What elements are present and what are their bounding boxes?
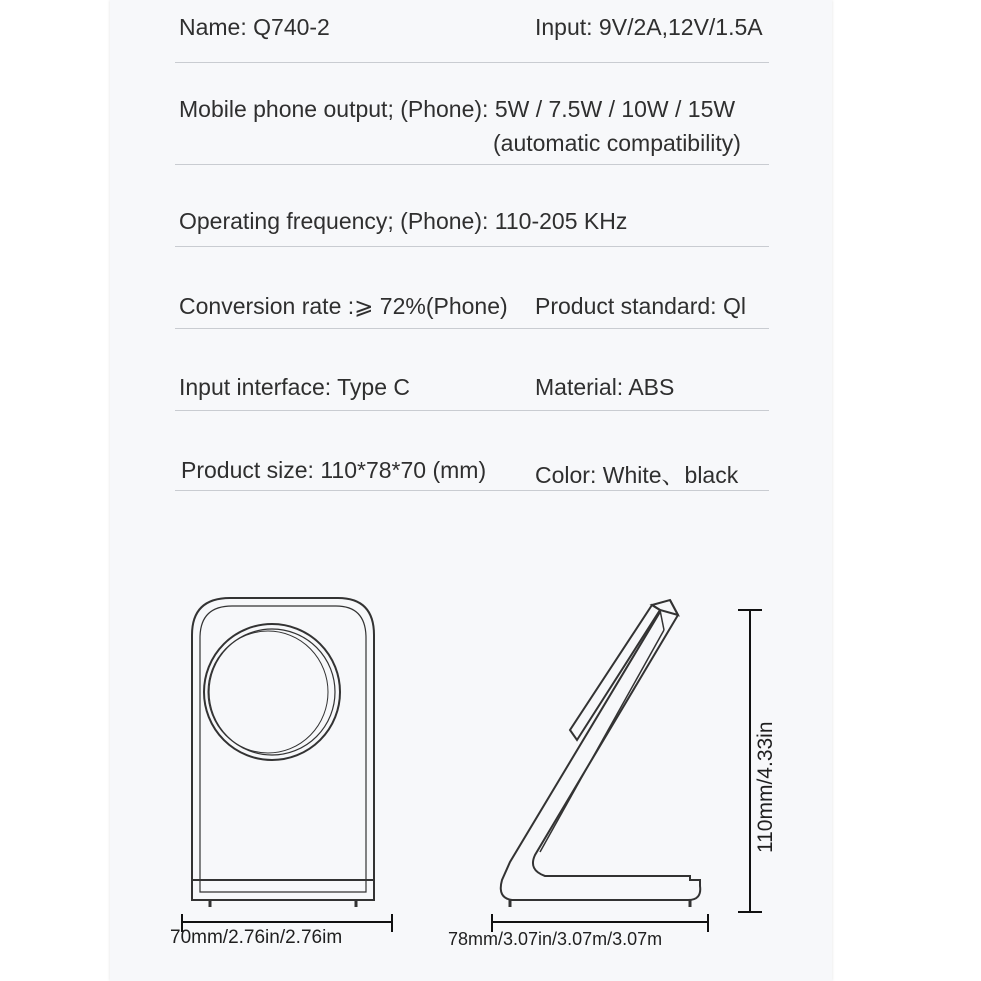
spec-material: Material: ABS xyxy=(535,374,675,400)
depth-dimension-label: 78mm/3.07in/3.07m/3.07m xyxy=(448,929,663,949)
spec-interface: Input interface: Type C xyxy=(179,374,410,400)
spec-name: Name: Q740-2 xyxy=(179,14,330,40)
spec-input: Input: 9V/2A,12V/1.5A xyxy=(535,14,763,40)
spec-conversion: Conversion rate :⩾ 72%(Phone) xyxy=(179,293,508,319)
spec-frequency: Operating frequency; (Phone): 110-205 KHz xyxy=(179,208,628,234)
width-dimension-label: 70mm/2.76in/2.76im xyxy=(170,927,343,948)
spec-output-note: (automatic compatibility) xyxy=(493,130,741,156)
height-dimension-label: 110mm/4.33in xyxy=(754,721,777,853)
spec-size: Product size: 110*78*70 (mm) xyxy=(181,457,487,483)
spec-color: Color: White、black xyxy=(535,462,739,488)
side-view-drawing xyxy=(501,600,701,907)
spec-output: Mobile phone output; (Phone): 5W / 7.5W / 10W / 15W xyxy=(179,96,736,122)
spec-standard: Product standard: Ql xyxy=(535,293,746,319)
front-view-drawing xyxy=(192,598,374,907)
